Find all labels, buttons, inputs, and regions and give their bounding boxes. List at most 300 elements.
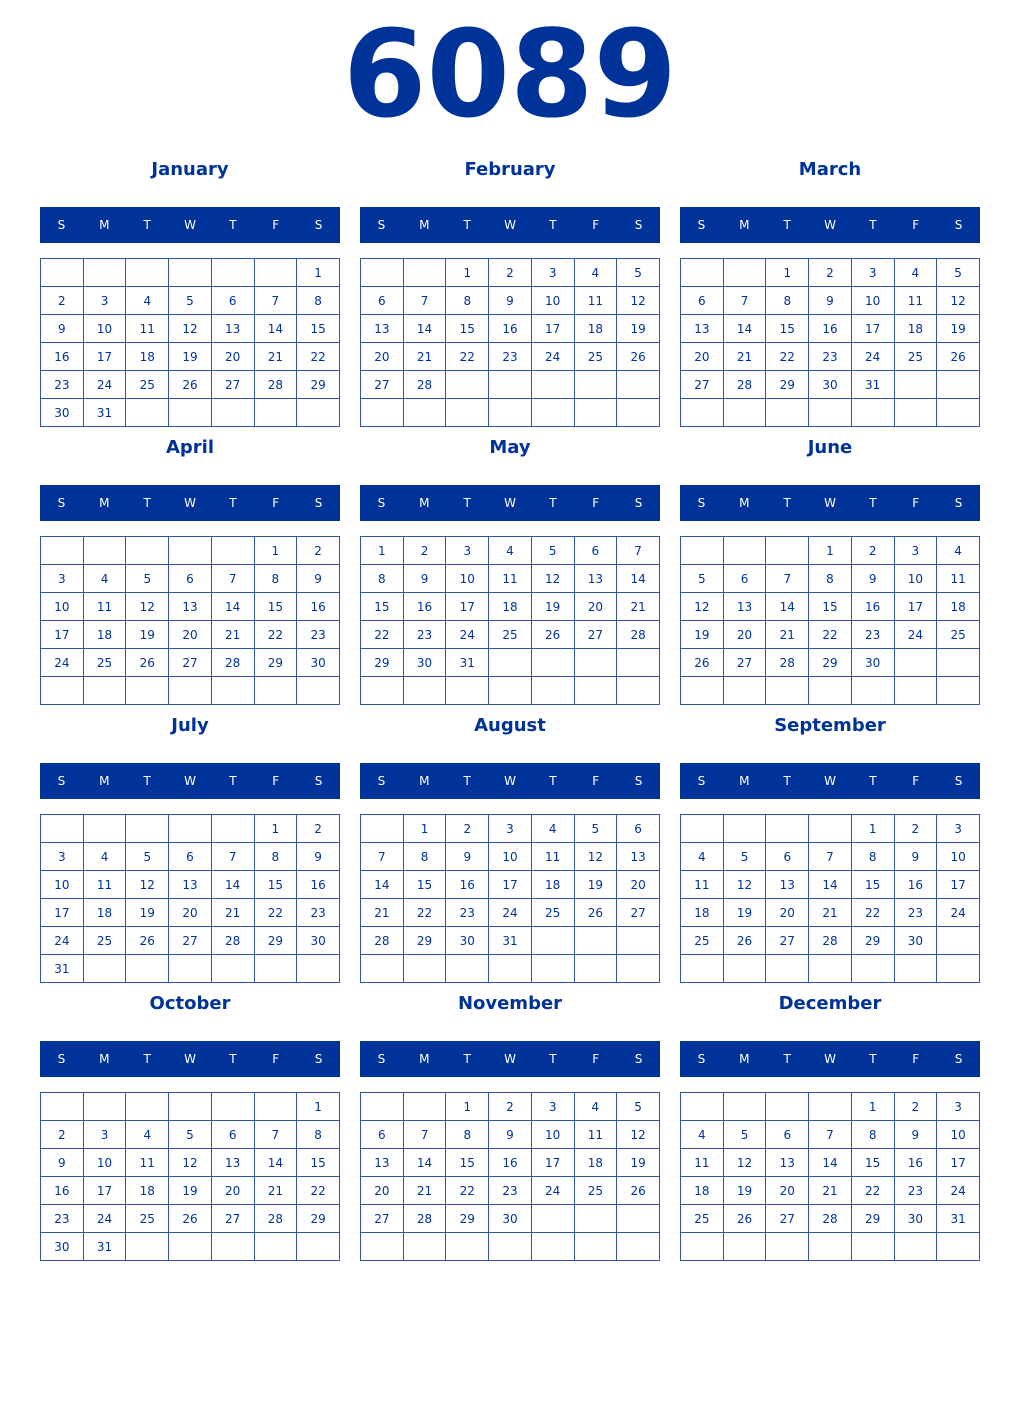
day-cell: 28: [617, 621, 660, 649]
day-cell: 11: [126, 315, 169, 343]
day-cell: 12: [126, 593, 169, 621]
day-cell: [617, 649, 660, 677]
day-cell: [446, 371, 489, 399]
week-row: [361, 1233, 660, 1261]
week-row: [361, 843, 660, 871]
day-cell: 18: [83, 621, 126, 649]
day-cell: 11: [681, 1149, 724, 1177]
day-cell: 9: [41, 315, 84, 343]
day-cell: 7: [211, 565, 254, 593]
week-row: [41, 1093, 340, 1121]
day-cell: 27: [723, 649, 766, 677]
day-cell: 1: [446, 259, 489, 287]
day-cell: 2: [489, 1093, 532, 1121]
day-cell: 18: [531, 871, 574, 899]
day-cell: 1: [851, 1093, 894, 1121]
day-cell: 16: [489, 1149, 532, 1177]
weekday-label: T: [549, 218, 557, 232]
day-cell: [41, 815, 84, 843]
day-cell: [723, 677, 766, 705]
weekday-label: S: [57, 774, 66, 788]
day-cell: 31: [851, 371, 894, 399]
day-cell: 5: [681, 565, 724, 593]
day-cell: 17: [531, 315, 574, 343]
day-cell: 25: [126, 1205, 169, 1233]
weekday-label: F: [592, 774, 600, 788]
day-cell: 14: [254, 315, 297, 343]
day-cell: [766, 1093, 809, 1121]
weekday-label: M: [419, 218, 430, 232]
day-cell: 28: [211, 649, 254, 677]
day-cell: [937, 399, 980, 427]
day-cell: 12: [169, 1149, 212, 1177]
day-cell: 12: [574, 843, 617, 871]
day-cell: 5: [126, 565, 169, 593]
day-cell: 13: [617, 843, 660, 871]
day-cell: 1: [766, 259, 809, 287]
day-cell: 4: [83, 843, 126, 871]
week-row: [361, 649, 660, 677]
day-cell: 30: [297, 927, 340, 955]
day-cell: 12: [937, 287, 980, 315]
weekday-label: W: [824, 774, 836, 788]
day-cell: 26: [617, 343, 660, 371]
day-cell: 7: [809, 843, 852, 871]
day-cell: [297, 677, 340, 705]
day-cell: 1: [446, 1093, 489, 1121]
day-cell: 11: [489, 565, 532, 593]
weekday-header: [40, 763, 340, 799]
week-row: [361, 287, 660, 315]
day-grid: [680, 258, 980, 427]
day-cell: [211, 955, 254, 983]
week-row: [681, 287, 980, 315]
day-cell: [723, 259, 766, 287]
day-cell: 18: [681, 899, 724, 927]
day-cell: 11: [681, 871, 724, 899]
day-cell: 16: [403, 593, 446, 621]
day-cell: 13: [574, 565, 617, 593]
weekday-label: F: [272, 496, 280, 510]
day-cell: 27: [766, 927, 809, 955]
day-cell: [809, 1093, 852, 1121]
month-december: [680, 994, 980, 1260]
week-row: [681, 815, 980, 843]
day-cell: [83, 1093, 126, 1121]
day-cell: [169, 677, 212, 705]
day-cell: 17: [41, 621, 84, 649]
day-cell: 14: [809, 871, 852, 899]
day-cell: 25: [681, 927, 724, 955]
day-cell: 1: [809, 537, 852, 565]
day-cell: 17: [937, 1149, 980, 1177]
day-cell: 11: [574, 1121, 617, 1149]
week-row: [361, 1121, 660, 1149]
day-cell: [574, 677, 617, 705]
day-cell: [169, 1233, 212, 1261]
week-row: [681, 1093, 980, 1121]
week-row: [361, 537, 660, 565]
weekday-label: W: [184, 774, 196, 788]
week-row: [681, 1233, 980, 1261]
day-cell: 22: [851, 899, 894, 927]
day-cell: [574, 1205, 617, 1233]
day-cell: 9: [297, 843, 340, 871]
week-row: [681, 871, 980, 899]
weekday-label: F: [912, 218, 920, 232]
day-cell: 4: [126, 287, 169, 315]
day-cell: 13: [169, 871, 212, 899]
weekday-label: M: [739, 496, 750, 510]
day-cell: 8: [809, 565, 852, 593]
weekday-label: W: [504, 218, 516, 232]
day-cell: [361, 815, 404, 843]
day-cell: [894, 677, 937, 705]
weekday-label: M: [419, 774, 430, 788]
day-cell: [126, 955, 169, 983]
day-cell: 6: [169, 565, 212, 593]
weekday-header: [40, 485, 340, 521]
month-name: February: [464, 159, 556, 180]
day-cell: 20: [766, 899, 809, 927]
day-cell: [489, 677, 532, 705]
day-cell: [574, 927, 617, 955]
weekday-label: S: [57, 218, 66, 232]
day-cell: 4: [574, 259, 617, 287]
weekday-label: T: [463, 774, 471, 788]
day-cell: 23: [41, 371, 84, 399]
day-cell: 15: [297, 315, 340, 343]
weekday-header: [360, 1041, 660, 1077]
day-cell: 5: [531, 537, 574, 565]
day-cell: 2: [489, 259, 532, 287]
day-cell: 19: [574, 871, 617, 899]
day-cell: [723, 1233, 766, 1261]
day-cell: 24: [489, 899, 532, 927]
day-cell: 26: [937, 343, 980, 371]
day-cell: 16: [297, 593, 340, 621]
day-cell: 26: [574, 899, 617, 927]
week-row: [361, 677, 660, 705]
weekday-label: T: [783, 218, 791, 232]
week-row: [41, 593, 340, 621]
day-cell: [617, 1233, 660, 1261]
weekday-label: T: [549, 1052, 557, 1066]
day-cell: 7: [211, 843, 254, 871]
day-cell: 21: [211, 621, 254, 649]
day-cell: 20: [211, 1177, 254, 1205]
weekday-label: M: [99, 774, 110, 788]
week-row: [361, 1149, 660, 1177]
day-cell: 21: [617, 593, 660, 621]
day-cell: 5: [574, 815, 617, 843]
weekday-label: M: [419, 496, 430, 510]
day-cell: 26: [531, 621, 574, 649]
weekday-label: W: [504, 1052, 516, 1066]
week-row: [361, 399, 660, 427]
weekday-label: S: [314, 218, 323, 232]
year-title: 6089: [343, 6, 677, 145]
weekday-header: [40, 1041, 340, 1077]
day-cell: 28: [254, 371, 297, 399]
day-cell: 10: [937, 1121, 980, 1149]
weekday-label: F: [272, 218, 280, 232]
day-cell: [723, 537, 766, 565]
day-grid: [680, 814, 980, 983]
day-cell: [809, 955, 852, 983]
week-row: [681, 399, 980, 427]
day-cell: 11: [531, 843, 574, 871]
day-cell: [489, 371, 532, 399]
weekday-label: W: [824, 496, 836, 510]
day-cell: 7: [254, 287, 297, 315]
day-cell: 16: [489, 315, 532, 343]
day-cell: 30: [809, 371, 852, 399]
day-cell: 18: [937, 593, 980, 621]
weekday-label: T: [783, 1052, 791, 1066]
day-cell: 10: [851, 287, 894, 315]
day-cell: 17: [531, 1149, 574, 1177]
day-cell: 8: [851, 843, 894, 871]
day-cell: [446, 399, 489, 427]
week-row: [681, 843, 980, 871]
day-cell: 21: [403, 1177, 446, 1205]
day-cell: 8: [361, 565, 404, 593]
day-cell: 16: [851, 593, 894, 621]
day-cell: 27: [574, 621, 617, 649]
day-cell: 24: [531, 343, 574, 371]
day-cell: 4: [681, 843, 724, 871]
week-row: [41, 343, 340, 371]
day-cell: 25: [83, 649, 126, 677]
day-cell: 7: [809, 1121, 852, 1149]
week-row: [41, 677, 340, 705]
weekday-label: S: [377, 774, 386, 788]
week-row: [361, 899, 660, 927]
day-cell: 5: [617, 259, 660, 287]
week-row: [361, 871, 660, 899]
day-cell: 8: [851, 1121, 894, 1149]
day-cell: [766, 399, 809, 427]
day-cell: 24: [851, 343, 894, 371]
day-cell: 18: [574, 315, 617, 343]
day-cell: 14: [254, 1149, 297, 1177]
day-cell: 15: [446, 1149, 489, 1177]
week-row: [41, 649, 340, 677]
weekday-label: T: [229, 218, 237, 232]
day-cell: 25: [126, 371, 169, 399]
weekday-label: W: [184, 1052, 196, 1066]
week-row: [41, 315, 340, 343]
day-cell: 16: [41, 1177, 84, 1205]
day-cell: 18: [894, 315, 937, 343]
day-cell: [403, 1093, 446, 1121]
day-cell: 15: [254, 593, 297, 621]
weekday-label: T: [783, 774, 791, 788]
day-cell: 20: [574, 593, 617, 621]
day-cell: 10: [41, 593, 84, 621]
weekday-label: T: [143, 496, 151, 510]
day-cell: 6: [361, 1121, 404, 1149]
week-row: [361, 343, 660, 371]
day-cell: 30: [403, 649, 446, 677]
day-cell: 17: [937, 871, 980, 899]
day-cell: 30: [446, 927, 489, 955]
day-cell: 12: [617, 1121, 660, 1149]
day-cell: [681, 1093, 724, 1121]
weekday-label: S: [57, 496, 66, 510]
day-cell: [894, 371, 937, 399]
day-cell: 9: [851, 565, 894, 593]
weekday-label: M: [739, 218, 750, 232]
weekday-label: F: [592, 218, 600, 232]
week-row: [361, 1205, 660, 1233]
week-row: [681, 343, 980, 371]
day-cell: [254, 399, 297, 427]
day-cell: [531, 1233, 574, 1261]
day-cell: 26: [169, 371, 212, 399]
day-cell: [169, 259, 212, 287]
day-cell: 9: [489, 1121, 532, 1149]
day-cell: 6: [361, 287, 404, 315]
day-cell: [809, 399, 852, 427]
day-cell: 30: [41, 1233, 84, 1261]
day-cell: 1: [403, 815, 446, 843]
day-cell: 30: [894, 1205, 937, 1233]
day-cell: [361, 955, 404, 983]
day-cell: 2: [851, 537, 894, 565]
day-cell: 18: [681, 1177, 724, 1205]
day-cell: 15: [851, 871, 894, 899]
day-cell: 15: [297, 1149, 340, 1177]
day-cell: [574, 371, 617, 399]
week-row: [41, 371, 340, 399]
day-cell: 24: [83, 371, 126, 399]
day-cell: [531, 399, 574, 427]
day-cell: 20: [361, 1177, 404, 1205]
day-cell: 3: [531, 259, 574, 287]
day-cell: 10: [531, 1121, 574, 1149]
day-cell: [617, 1205, 660, 1233]
day-cell: 21: [254, 343, 297, 371]
day-cell: 10: [937, 843, 980, 871]
day-cell: [211, 399, 254, 427]
day-cell: 14: [723, 315, 766, 343]
week-row: [361, 259, 660, 287]
day-cell: 31: [937, 1205, 980, 1233]
month-name: July: [171, 715, 209, 736]
day-cell: 12: [723, 1149, 766, 1177]
day-cell: [446, 955, 489, 983]
day-cell: [403, 677, 446, 705]
day-cell: [489, 1233, 532, 1261]
day-cell: 21: [211, 899, 254, 927]
day-cell: [809, 1233, 852, 1261]
weekday-label: S: [377, 218, 386, 232]
day-cell: [681, 1233, 724, 1261]
day-cell: 13: [361, 1149, 404, 1177]
day-cell: 23: [489, 1177, 532, 1205]
day-cell: 3: [83, 1121, 126, 1149]
day-cell: 6: [574, 537, 617, 565]
day-cell: 22: [254, 621, 297, 649]
month-august: [360, 716, 660, 982]
day-cell: [41, 1093, 84, 1121]
day-cell: 30: [41, 399, 84, 427]
day-cell: 8: [254, 843, 297, 871]
day-cell: 15: [446, 315, 489, 343]
day-cell: [894, 399, 937, 427]
day-cell: 25: [574, 1177, 617, 1205]
week-row: [41, 815, 340, 843]
day-cell: 27: [169, 649, 212, 677]
day-cell: [937, 955, 980, 983]
day-cell: 13: [361, 315, 404, 343]
day-cell: 23: [894, 899, 937, 927]
day-cell: 20: [681, 343, 724, 371]
day-cell: [211, 259, 254, 287]
day-cell: 8: [297, 287, 340, 315]
week-row: [41, 899, 340, 927]
weekday-label: M: [99, 218, 110, 232]
day-cell: 24: [937, 1177, 980, 1205]
day-cell: [169, 537, 212, 565]
weekday-header: [680, 763, 980, 799]
weekday-label: S: [377, 496, 386, 510]
week-row: [681, 1205, 980, 1233]
day-cell: [531, 955, 574, 983]
day-cell: 12: [723, 871, 766, 899]
week-row: [361, 621, 660, 649]
day-cell: [126, 815, 169, 843]
weekday-header: [680, 207, 980, 243]
week-row: [41, 621, 340, 649]
day-cell: [361, 399, 404, 427]
weekday-label: S: [314, 774, 323, 788]
day-cell: 16: [809, 315, 852, 343]
day-cell: 4: [489, 537, 532, 565]
day-cell: 24: [937, 899, 980, 927]
day-cell: 4: [126, 1121, 169, 1149]
day-cell: 31: [41, 955, 84, 983]
day-cell: 14: [211, 871, 254, 899]
day-cell: 2: [894, 815, 937, 843]
day-cell: 5: [617, 1093, 660, 1121]
day-cell: 2: [41, 287, 84, 315]
day-cell: 2: [297, 537, 340, 565]
day-cell: 22: [446, 1177, 489, 1205]
day-grid: [360, 1092, 660, 1261]
day-cell: 4: [937, 537, 980, 565]
day-cell: 11: [83, 871, 126, 899]
day-cell: 2: [403, 537, 446, 565]
day-cell: [41, 259, 84, 287]
day-cell: 9: [403, 565, 446, 593]
day-cell: 31: [446, 649, 489, 677]
day-cell: 19: [617, 315, 660, 343]
week-row: [681, 899, 980, 927]
day-cell: 13: [169, 593, 212, 621]
day-cell: [489, 955, 532, 983]
week-row: [361, 815, 660, 843]
weekday-label: F: [272, 1052, 280, 1066]
day-cell: 15: [766, 315, 809, 343]
day-cell: 3: [41, 565, 84, 593]
day-grid: [360, 536, 660, 705]
weekday-label: S: [697, 496, 706, 510]
day-cell: 16: [894, 871, 937, 899]
day-cell: [851, 677, 894, 705]
